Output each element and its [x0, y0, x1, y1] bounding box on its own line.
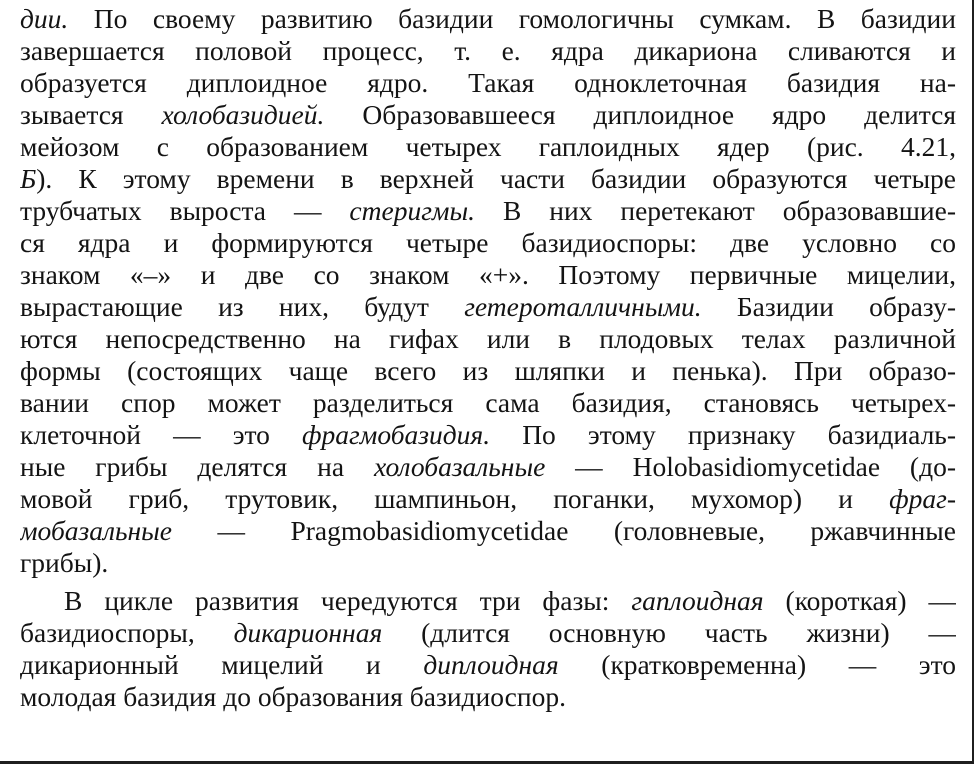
italic-term: дии.: [20, 3, 69, 34]
text-run: базидиоспоры,: [20, 617, 234, 648]
text-line: [20, 99, 956, 131]
text-run: трубчатых выроста —: [20, 195, 350, 226]
text-run: грибы).: [20, 547, 109, 578]
text-line: [20, 227, 956, 259]
text-line: [20, 515, 956, 547]
paragraph: [20, 585, 956, 713]
text-line: [20, 163, 956, 195]
italic-term: мобазальные: [20, 515, 172, 546]
text-run: ются непосредственно на гифах или в плодовых телах различной: [20, 323, 956, 354]
text-line: [20, 323, 956, 355]
text-run: — Pragmobasidiomycetidae (головневые, ржавчинные: [171, 515, 956, 546]
paragraph: [20, 3, 956, 579]
italic-term: холобазидией.: [161, 99, 325, 130]
text-line: [20, 547, 956, 579]
text-line: [20, 67, 956, 99]
text-line: [20, 419, 956, 451]
text-run: По своему развитию базидии гомологичны сумкам. В базидии: [68, 3, 956, 34]
italic-term: стеригмы.: [349, 195, 475, 226]
text-body: [20, 3, 956, 713]
text-run: ные грибы делятся на: [20, 451, 374, 482]
text-line: [20, 681, 956, 713]
text-run: мейозом с образованием четырех гаплоидных ядер (рис. 4.21,: [20, 131, 956, 162]
text-run: молодая базидия до образования базидиоспор.: [20, 681, 566, 712]
text-run: (кратковременна) — это: [558, 649, 956, 680]
text-run: клеточной — это: [20, 419, 303, 450]
text-run: Базидии образу-: [701, 291, 956, 322]
italic-term: гетероталличными.: [464, 291, 702, 322]
text-line: [20, 451, 956, 483]
italic-term: гаплоидная: [631, 585, 764, 616]
italic-term: Б: [20, 163, 37, 194]
text-run: вырастающие из них, будут: [20, 291, 465, 322]
text-run: В цикле развития чередуются три фазы:: [64, 585, 632, 616]
text-run: мовой гриб, трутовик, шампиньон, поганки, мухомор) и: [20, 483, 890, 514]
italic-term: фрагмобазидия.: [302, 419, 491, 450]
text-run: ). К этому времени в верхней части базидии образуются четыре: [36, 163, 956, 194]
text-run: знаком «–» и две со знаком «+». Поэтому первичные мицелии,: [20, 259, 956, 290]
text-run: зывается: [20, 99, 162, 130]
italic-term: холобазальные: [373, 451, 546, 482]
text-line: [20, 291, 956, 323]
text-run: Образовавшееся диплоидное ядро делится: [324, 99, 956, 130]
text-line: [20, 195, 956, 227]
text-run: (длится основную часть жизни) —: [382, 617, 956, 648]
text-line: [20, 3, 956, 35]
text-line: [20, 131, 956, 163]
text-run: вании спор может разделиться сама базидия, становясь четырех-: [20, 387, 956, 418]
text-run: — Holobasidiomycetidae (до-: [545, 451, 956, 482]
italic-term: дикарионная: [233, 617, 383, 648]
text-run: В них перетекают образовавшие-: [474, 195, 956, 226]
text-line: [20, 483, 956, 515]
text-line: [20, 355, 956, 387]
text-run: ся ядра и формируются четыре базидиоспоры: две условно со: [20, 227, 956, 258]
text-run: дикарионный мицелий и: [20, 649, 424, 680]
text-line: [20, 617, 956, 649]
italic-term: диплоидная: [423, 649, 559, 680]
text-line: [20, 259, 956, 291]
text-line: [20, 35, 956, 67]
text-run: По этому признаку базидиаль-: [490, 419, 956, 450]
text-run: формы (состоящих чаще всего из шляпки и пенька). При образо-: [20, 355, 956, 386]
text-line: [20, 387, 956, 419]
italic-term: фраг-: [889, 483, 956, 514]
text-run: (короткая) —: [763, 585, 956, 616]
text-line: [20, 585, 956, 617]
text-run: завершается половой процесс, т. е. ядра дикариона сливаются и: [20, 35, 956, 66]
text-run: образуется диплоидное ядро. Такая одноклеточная базидия на-: [20, 67, 956, 98]
text-line: [20, 649, 956, 681]
